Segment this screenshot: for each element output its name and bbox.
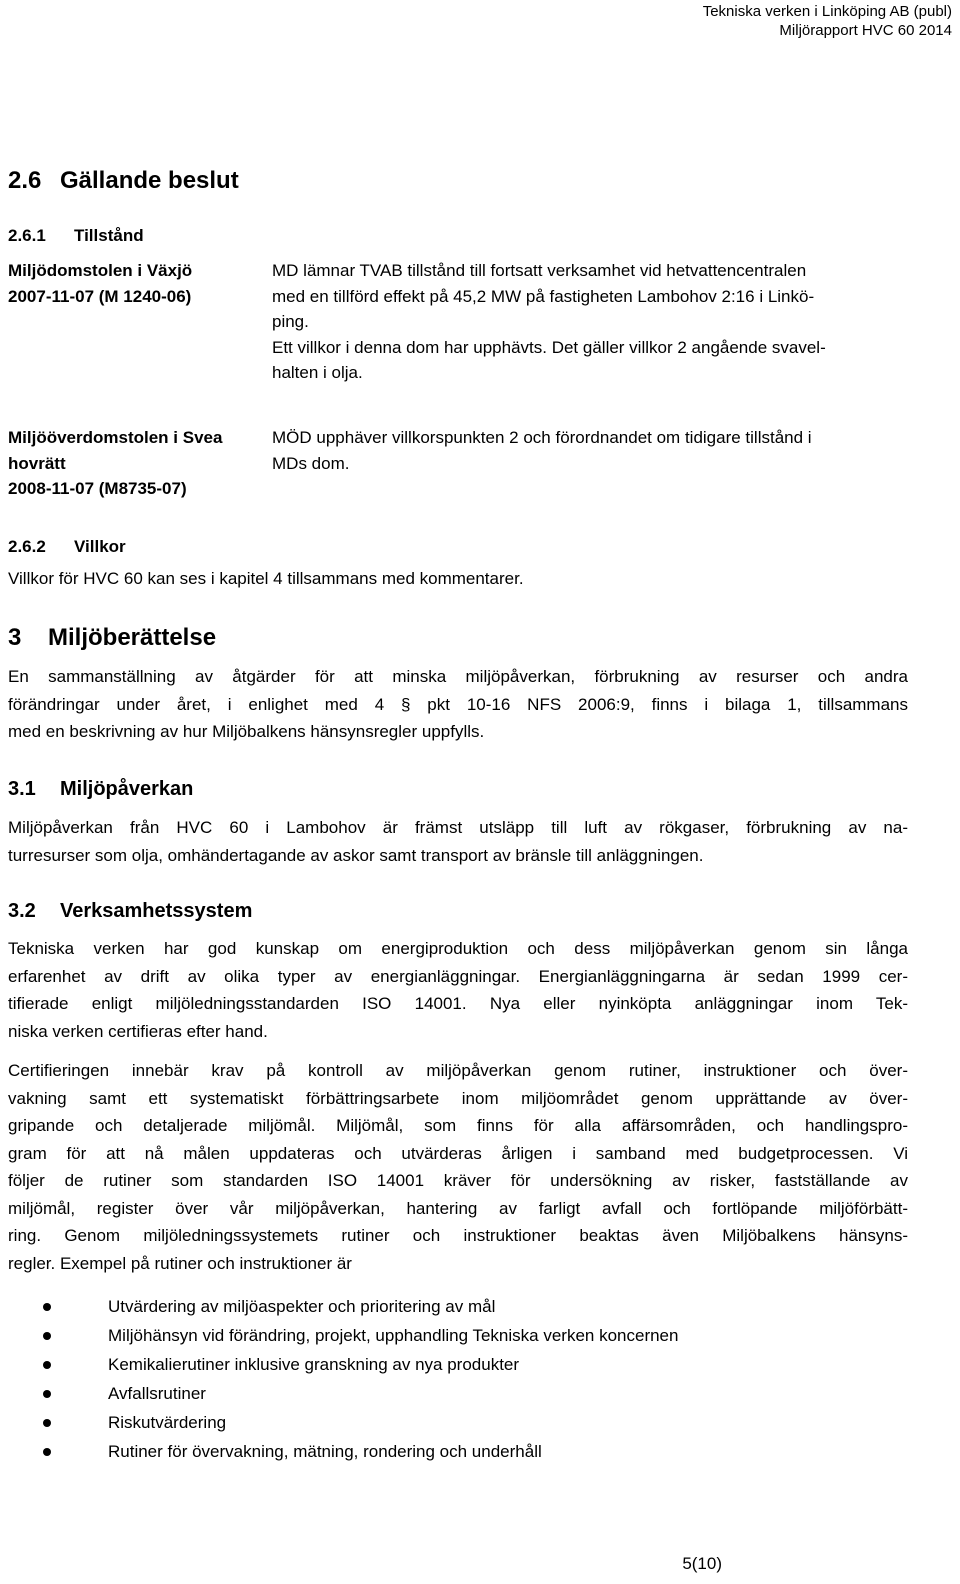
ruling-court: Miljödomstolen i Växjö (8, 261, 193, 280)
bullet-list (38, 1292, 918, 1466)
text-line: regler. Exempel på rutiner och instruktioner är (8, 1253, 352, 1273)
heading-title: Villkor (74, 537, 126, 556)
ruling-date: 2008-11-07 (M8735-07) (8, 479, 187, 498)
text-line: vakning samt ett systematiskt förbättringsarbete inom miljöområdet genom upprättande av över- (8, 1088, 908, 1108)
heading-3-2 (8, 899, 252, 923)
text-line: MD lämnar TVAB tillstånd till fortsatt verksamhet vid hetvattencentralen (272, 261, 807, 280)
text-line: Certifieringen innebär krav på kontroll av miljöpåverkan genom rutiner, instruktioner och över- (8, 1061, 908, 1080)
heading-title: Miljöberättelse (48, 624, 217, 651)
text-line: ring. Genom miljöledningssystemets rutiner och instruktioner beaktas även Miljöbalkens hänsyns- (8, 1226, 908, 1245)
list-item: Utvärdering av miljöaspekter och prioritering av mål (38, 1292, 918, 1321)
text-line: följer de rutiner som standarden ISO 14001 kräver för undersökning av risker, fastställande av (8, 1171, 908, 1190)
text-line: niska verken certifieras efter hand. (8, 1021, 268, 1041)
heading-title: Miljöpåverkan (60, 778, 194, 800)
heading-2-6 (8, 167, 239, 195)
list-item: Kemikalierutiner inklusive granskning av nya produkter (38, 1350, 918, 1379)
text-line: turresurser som olja, omhändertagande av askor samt transport av bränsle till anläggningen. (8, 845, 704, 865)
text-line: ping. (272, 312, 309, 331)
text-line: med en beskrivning av hur Miljöbalkens hänsynsregler uppfylls. (8, 722, 485, 741)
heading-2-6-1 (8, 225, 144, 247)
list-item: Rutiner för övervakning, mätning, rondering och underhåll (38, 1437, 918, 1466)
ruling-date: 2007-11-07 (M 1240-06) (8, 286, 192, 306)
ruling-label (8, 258, 258, 309)
heading-number: 2.6 (8, 167, 42, 194)
header-company: Tekniska verken i Linköping AB (publ) (702, 3, 952, 20)
heading-3 (8, 624, 216, 652)
paragraph (8, 663, 908, 746)
heading-2-6-2 (8, 536, 126, 558)
ruling-court: hovrätt (8, 453, 66, 473)
text-line: tifierade enligt miljöledningsstandarden ISO 14001. Nya eller nyinköpta anläggningar inom Tek- (8, 994, 908, 1013)
ruling-text (272, 425, 952, 476)
page-header (703, 2, 952, 40)
paragraph: Villkor för HVC 60 kan ses i kapitel 4 tillsammans med kommentarer. (8, 569, 524, 588)
text-line: halten i olja. (272, 363, 363, 382)
text-line: förändringar under året, i enlighet med 4 § pkt 10-16 NFS 2006:9, finns i bilaga 1, tillsammans (8, 694, 908, 714)
heading-title: Gällande beslut (60, 167, 239, 194)
text-line: erfarenhet av drift av olika typer av energianläggningar. Energianläggningarna är sedan 1999 cer- (8, 966, 908, 986)
paragraph (8, 814, 908, 869)
ruling-label (8, 425, 268, 502)
header-report-title: Miljörapport HVC 60 2014 (779, 22, 952, 39)
heading-number: 2.6.2 (8, 537, 46, 556)
text-line: miljömål, register över vår miljöpåverkan, hantering av farligt avfall och fortlöpande miljöförbätt- (8, 1198, 908, 1218)
ruling-text (272, 258, 952, 386)
heading-number: 3 (8, 624, 22, 651)
list-item: Riskutvärdering (38, 1408, 918, 1437)
text-line: Ett villkor i denna dom har upphävts. Det gäller villkor 2 angående svavel- (272, 337, 826, 357)
page-number: 5(10) (682, 1554, 722, 1573)
heading-3-1 (8, 777, 193, 801)
paragraph (8, 1057, 908, 1277)
text-line: Miljöpåverkan från HVC 60 i Lambohov är främst utsläpp till luft av rökgaser, förbrukning av na- (8, 818, 908, 837)
text-line: MDs dom. (272, 453, 350, 473)
list-item: Avfallsrutiner (38, 1379, 918, 1408)
text-line: gram för att nå målen uppdateras och utvärderas årligen i samband med budgetprocessen. Vi (8, 1143, 908, 1163)
text-line: En sammanställning av åtgärder för att minska miljöpåverkan, förbrukning av resurser och andra (8, 667, 908, 686)
heading-number: 3.1 (8, 778, 36, 800)
text-line: Tekniska verken har god kunskap om energiproduktion och dess miljöpåverkan genom sin långa (8, 939, 908, 958)
heading-number: 3.2 (8, 900, 36, 922)
text-line: gripande och detaljerade miljömål. Miljömål, som finns för alla affärsområden, och handlingspro- (8, 1116, 908, 1135)
text-line: MÖD upphäver villkorspunkten 2 och förordnandet om tidigare tillstånd i (272, 428, 812, 447)
paragraph (8, 935, 908, 1045)
heading-number: 2.6.1 (8, 226, 46, 245)
heading-title: Verksamhetssystem (60, 900, 253, 922)
text-line: med en tillförd effekt på 45,2 MW på fastigheten Lambohov 2:16 i Linkö- (272, 286, 815, 306)
heading-title: Tillstånd (74, 226, 144, 245)
list-item: Miljöhänsyn vid förändring, projekt, upphandling Tekniska verken koncernen (38, 1321, 918, 1350)
ruling-court: Miljööverdomstolen i Svea (8, 428, 223, 447)
